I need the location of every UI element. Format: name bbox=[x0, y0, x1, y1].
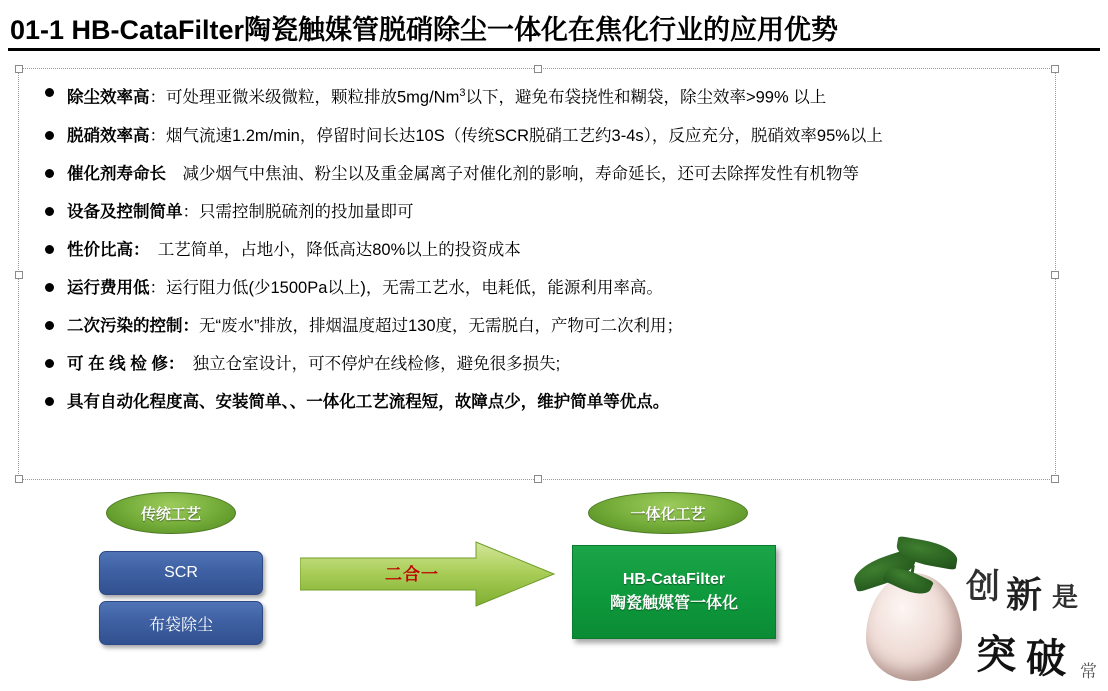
bullet-dot-icon bbox=[45, 397, 54, 406]
list-item bbox=[19, 126, 1055, 146]
bullet-dot-icon bbox=[45, 245, 54, 254]
box-scr: SCR bbox=[99, 551, 263, 595]
bullet-rest: 无“废水”排放，排烟温度超过130度，无需脱白，产物可二次利用； bbox=[199, 316, 684, 335]
logo-char-5: 破 bbox=[1026, 635, 1066, 682]
resize-handle-bottom-center[interactable] bbox=[534, 475, 542, 483]
logo-char-6: 常 bbox=[1080, 662, 1097, 682]
bullet-rest: ：烟气流速1.2m/min，停留时间长达10S（传统SCR脱硝工艺约3-4s），反应充分，脱硝效率95%以上 bbox=[149, 126, 883, 145]
bullet-rest: ：运行阻力低(少1500Pa以上)，无需工艺水，电耗低，能源利用率高。 bbox=[149, 278, 663, 297]
arrow-label: 二合一 bbox=[385, 565, 439, 584]
bullet-lead: 设备及控制简单 bbox=[67, 202, 183, 221]
bullet-rest: 独立仓室设计，可不停炉在线检修，避免很多损失; bbox=[176, 354, 561, 373]
list-item bbox=[19, 354, 1055, 374]
list-item bbox=[19, 316, 1055, 336]
bullet-lead: 二次污染的控制： bbox=[67, 316, 199, 335]
logo-char-1: 创 bbox=[966, 567, 1000, 607]
bullet-superscript: 3 bbox=[459, 87, 466, 99]
bullet-dot-icon bbox=[45, 88, 54, 97]
product-name-cn: 陶瓷触媒管一体化 bbox=[609, 595, 738, 612]
bullet-lead: 性价比高： bbox=[67, 240, 142, 259]
resize-handle-bottom-right[interactable] bbox=[1051, 475, 1059, 483]
box-integrated-product bbox=[572, 545, 776, 639]
bullet-lead: 脱硝效率高 bbox=[67, 126, 150, 145]
oval-integrated-process: 一体化工艺 bbox=[588, 492, 748, 534]
content-placeholder[interactable] bbox=[18, 68, 1056, 480]
logo-char-2: 新 bbox=[1006, 574, 1043, 616]
logo-char-4: 突 bbox=[976, 631, 1016, 678]
bullet-dot-icon bbox=[45, 283, 54, 292]
list-item bbox=[19, 240, 1055, 260]
box-bag-filter: 布袋除尘 bbox=[99, 601, 263, 645]
page-title: 01-1 HB-CataFilter陶瓷触媒管脱硝除尘一体化在焦化行业的应用优势 bbox=[10, 15, 839, 45]
logo-char-3: 是 bbox=[1052, 583, 1079, 613]
bullet-dot-icon bbox=[45, 131, 54, 140]
resize-handle-top-right[interactable] bbox=[1051, 65, 1059, 73]
list-item bbox=[19, 83, 1055, 108]
bullet-dot-icon bbox=[45, 359, 54, 368]
bullet-rest: 减少烟气中焦油、粉尘以及重金属离子对催化剂的影响，寿命延长，还可去除挥发性有机物等 bbox=[166, 164, 859, 183]
decorative-logo-artwork bbox=[840, 531, 1108, 691]
bullet-dot-icon bbox=[45, 207, 54, 216]
bullet-dot-icon bbox=[45, 321, 54, 330]
list-item bbox=[19, 202, 1055, 222]
list-item bbox=[19, 164, 1055, 184]
oval-traditional-process: 传统工艺 bbox=[106, 492, 236, 534]
bullet-list bbox=[19, 69, 1055, 412]
bullet-lead: 运行费用低 bbox=[67, 278, 150, 297]
resize-handle-top-center[interactable] bbox=[534, 65, 542, 73]
title-divider bbox=[8, 48, 1100, 51]
list-item bbox=[19, 278, 1055, 298]
bullet-lead: 催化剂寿命长 bbox=[67, 164, 166, 183]
bullet-dot-icon bbox=[45, 169, 54, 178]
bullet-rest: ：可处理亚微米级微粒，颗粒排放5mg/Nm bbox=[149, 88, 460, 107]
list-item bbox=[19, 392, 1055, 412]
bullet-lead: 可 在 线 检 修： bbox=[67, 354, 177, 373]
product-name-en: HB-CataFilter bbox=[622, 571, 726, 588]
bullet-rest: 工艺简单，占地小，降低高达80%以上的投资成本 bbox=[141, 240, 521, 259]
resize-handle-bottom-left[interactable] bbox=[15, 475, 23, 483]
bullet-tail: 以下，避免布袋挠性和糊袋，除尘效率>99% 以上 bbox=[465, 88, 827, 107]
bullet-rest: ：只需控制脱硫剂的投加量即可 bbox=[182, 202, 414, 221]
resize-handle-top-left[interactable] bbox=[15, 65, 23, 73]
bullet-lead: 除尘效率高 bbox=[67, 88, 150, 107]
bullet-lead: 具有自动化程度高、安装简单、、一体化工艺流程短，故障点少，维护简单等优点。 bbox=[67, 392, 670, 411]
